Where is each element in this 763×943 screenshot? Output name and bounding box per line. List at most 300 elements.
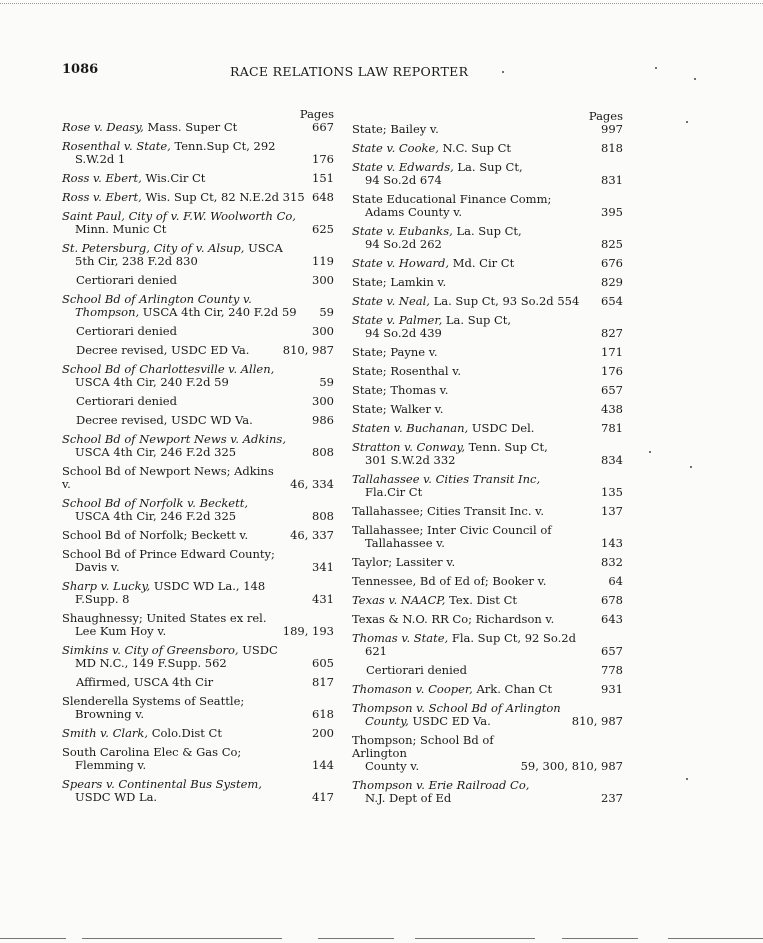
case-name: Rose v. Deasy, <box>62 120 144 134</box>
page-refs: 817 <box>312 675 334 689</box>
entry-line <box>352 631 576 645</box>
entry-text <box>62 548 312 574</box>
citation: USCA 4th Cir, 246 F.2d 325 <box>75 445 237 459</box>
entry-continuation <box>62 446 306 459</box>
page-refs: 667 <box>312 120 334 134</box>
index-entry <box>62 363 334 389</box>
entry-text <box>352 403 601 416</box>
citation: N.C. Sup Ct <box>438 141 512 155</box>
entry-continuation <box>62 657 306 670</box>
citation: Fla.Cir Ct <box>365 485 423 499</box>
running-title: RACE RELATIONS LAW REPORTER <box>230 64 469 79</box>
case-name: State v. Edwards, <box>352 160 454 174</box>
case-name: Staten v. Buchanan, <box>352 421 469 435</box>
index-entry <box>62 414 334 427</box>
index-entry <box>62 210 334 236</box>
citation: School Bd of Norfolk; Beckett v. <box>62 528 249 542</box>
page-refs: 300 <box>312 394 334 408</box>
case-name: Texas v. NAACP, <box>352 593 446 607</box>
entry-text <box>62 778 312 804</box>
index-entry <box>62 242 334 268</box>
case-name: Ross v. Ebert, <box>62 190 142 204</box>
entry-continuation <box>62 223 306 236</box>
scan-speck <box>690 466 692 468</box>
index-entry <box>352 632 623 658</box>
index-entry <box>352 613 623 626</box>
entry-continuation <box>352 792 595 805</box>
citation: Adams County v. <box>365 205 463 219</box>
index-entry <box>352 734 623 773</box>
citation: USDC WD La. <box>75 790 158 804</box>
page-refs: 997 <box>601 122 623 136</box>
entry-text <box>352 193 601 219</box>
index-entry <box>352 556 623 569</box>
index-entry <box>352 702 623 728</box>
citation: Flemming v. <box>75 758 147 772</box>
citation: Ark. Chan Ct <box>472 682 553 696</box>
page-refs: 176 <box>601 364 623 378</box>
entry-text <box>62 644 312 670</box>
entry-text <box>62 140 312 166</box>
entry-text <box>62 363 319 389</box>
entry-text <box>62 695 312 721</box>
entry-line <box>62 547 275 561</box>
index-entry <box>62 465 334 491</box>
index-entry <box>62 191 334 204</box>
page-refs: 831 <box>601 173 623 187</box>
citation: S.W.2d 1 <box>75 152 126 166</box>
entry-line <box>352 523 552 537</box>
index-entry <box>62 695 334 721</box>
page-refs: 781 <box>601 421 623 435</box>
bottom-rule <box>0 938 66 939</box>
entry-continuation <box>62 561 306 574</box>
citation: State; Walker v. <box>352 402 444 416</box>
citation: Mass. Super Ct <box>143 120 238 134</box>
page-refs: 605 <box>312 656 334 670</box>
entry-continuation <box>62 306 313 319</box>
page-refs: 119 <box>312 254 334 268</box>
entry-text <box>352 473 601 499</box>
entry-line <box>352 364 461 378</box>
entry-continuation <box>352 206 595 219</box>
entry-text <box>62 612 283 638</box>
entry-text <box>62 325 312 338</box>
index-entry <box>352 575 623 588</box>
index-entry <box>352 257 623 270</box>
citation: School Bd of Newport News; Adkins v. <box>62 464 274 491</box>
entry-line <box>352 778 529 792</box>
citation: County v. <box>365 759 420 773</box>
index-entry <box>352 346 623 359</box>
entry-text <box>62 274 312 287</box>
case-name: School Bd of Newport News v. Adkins, <box>62 432 286 446</box>
entry-line <box>62 726 222 740</box>
entry-text <box>352 365 601 378</box>
page-refs: 657 <box>601 644 623 658</box>
entry-continuation <box>352 537 595 550</box>
entry-continuation <box>62 759 306 772</box>
index-entry <box>62 676 334 689</box>
citation: Decree revised, USDC WD Va. <box>76 413 253 427</box>
page-refs: 986 <box>312 413 334 427</box>
citation: Fla. Sup Ct, 92 So.2d <box>448 631 576 645</box>
index-entry <box>352 123 623 136</box>
entry-continuation <box>62 593 306 606</box>
page-refs: 64 <box>608 574 623 588</box>
entry-continuation <box>352 238 595 251</box>
page-refs: 135 <box>601 485 623 499</box>
citation: USDC WD La., 148 <box>150 579 266 593</box>
entry-continuation <box>352 715 566 728</box>
page-refs: 778 <box>601 663 623 677</box>
case-name: State v. Cooke, <box>352 141 439 155</box>
entry-continuation <box>62 791 306 804</box>
entry-line <box>366 663 467 677</box>
citation: Lee Kum Hoy v. <box>75 624 167 638</box>
index-entry <box>352 505 623 518</box>
page-refs: 144 <box>312 758 334 772</box>
entry-line <box>352 504 544 518</box>
citation: USCA 4th Cir, 240 F.2d 59 <box>75 375 229 389</box>
entry-continuation <box>62 376 313 389</box>
entry-text <box>352 295 601 308</box>
citation: State Educational Finance Comm; <box>352 192 552 206</box>
case-name: Tallahassee v. Cities Transit Inc, <box>352 472 541 486</box>
entry-line <box>62 464 274 491</box>
case-name: Thompson, <box>75 305 140 319</box>
index-entry <box>352 422 623 435</box>
citation: 94 So.2d 439 <box>365 326 442 340</box>
entry-text <box>352 257 601 270</box>
index-entry <box>352 225 623 251</box>
top-border <box>0 3 763 4</box>
entry-text <box>352 575 608 588</box>
citation: Certiorari denied <box>76 324 177 338</box>
entry-continuation <box>352 327 595 340</box>
entry-text <box>352 142 601 155</box>
page-refs: 395 <box>601 205 623 219</box>
citation: USCA 4th Cir, 246 F.2d 325 <box>75 509 237 523</box>
entry-line <box>352 574 546 588</box>
page-refs: 300 <box>312 324 334 338</box>
index-entry <box>352 664 623 677</box>
entry-text <box>352 161 601 187</box>
bottom-rule <box>82 938 282 939</box>
citation: USDC <box>238 643 278 657</box>
citation: Wis. Sup Ct, 82 N.E.2d 315 <box>141 190 305 204</box>
index-entry <box>352 384 623 397</box>
entry-text <box>352 632 601 658</box>
bottom-rule <box>318 938 394 939</box>
citation: State; Rosenthal v. <box>352 364 462 378</box>
citation: State; Lamkin v. <box>352 275 447 289</box>
entry-text <box>62 580 312 606</box>
entry-line <box>352 440 548 454</box>
entry-line <box>352 294 579 308</box>
citation: 301 S.W.2d 332 <box>365 453 456 467</box>
entry-text <box>62 395 312 408</box>
index-entry <box>352 193 623 219</box>
entry-line <box>62 611 267 625</box>
page-refs: 648 <box>312 190 334 204</box>
entry-text <box>62 529 290 542</box>
index-entry <box>62 644 334 670</box>
case-name: Smith v. Clark, <box>62 726 149 740</box>
entry-text <box>62 172 312 185</box>
citation: USDC ED Va. <box>408 714 491 728</box>
case-name: Simkins v. City of Greensboro, <box>62 643 239 657</box>
entry-text <box>62 242 312 268</box>
entry-line <box>62 694 244 708</box>
entry-text <box>352 123 601 136</box>
case-name: School Bd of Arlington County v. <box>62 292 252 306</box>
case-name: Thomason v. Cooper, <box>352 682 473 696</box>
index-entry <box>352 276 623 289</box>
entry-line <box>352 313 511 327</box>
entry-line <box>76 675 213 689</box>
page-refs: 431 <box>312 592 334 606</box>
entry-text <box>62 676 312 689</box>
scan-speck <box>649 451 651 453</box>
entry-continuation <box>62 153 306 166</box>
entry-line <box>62 190 305 204</box>
index-entry <box>62 727 334 740</box>
index-entry <box>352 524 623 550</box>
case-name: Rosenthal v. State, <box>62 139 171 153</box>
case-name: St. Petersburg, City of v. Alsup, <box>62 241 245 255</box>
citation: F.Supp. 8 <box>75 592 130 606</box>
entry-line <box>62 171 205 185</box>
page-refs: 618 <box>312 707 334 721</box>
case-name: Thomas v. State, <box>352 631 449 645</box>
page-refs: 59 <box>319 305 334 319</box>
citation: South Carolina Elec & Gas Co; <box>62 745 242 759</box>
citation: Tenn. Sup Ct, <box>464 440 548 454</box>
entry-line <box>352 701 561 715</box>
entry-text <box>352 384 601 397</box>
entry-continuation <box>352 174 595 187</box>
entry-text <box>62 191 312 204</box>
entry-line <box>62 139 276 153</box>
page-refs: 832 <box>601 555 623 569</box>
entry-text <box>62 497 312 523</box>
index-entry <box>62 325 334 338</box>
entry-line <box>352 593 517 607</box>
entry-line <box>352 402 443 416</box>
entry-line <box>352 555 455 569</box>
page-refs: 676 <box>601 256 623 270</box>
citation: Thompson; School Bd of Arlington <box>352 733 494 760</box>
scan-speck <box>694 78 696 80</box>
case-name: State v. Palmer, <box>352 313 443 327</box>
entry-line <box>352 345 438 359</box>
entry-line <box>76 324 177 338</box>
index-entry <box>352 142 623 155</box>
case-name: School Bd of Charlottesville v. Allen, <box>62 362 275 376</box>
citation: 94 So.2d 674 <box>365 173 442 187</box>
page-refs: 237 <box>601 791 623 805</box>
index-entry <box>62 746 334 772</box>
citation: State; Payne v. <box>352 345 438 359</box>
entry-text <box>352 734 521 773</box>
page-refs: 59 <box>319 375 334 389</box>
citation: State; Thomas v. <box>352 383 449 397</box>
citation: Tallahassee; Cities Transit Inc. v. <box>352 504 544 518</box>
page-refs: 643 <box>601 612 623 626</box>
entry-text <box>352 683 601 696</box>
entry-line <box>62 643 278 657</box>
citation: Md. Cir Ct <box>449 256 515 270</box>
entry-line <box>352 421 534 435</box>
page-refs: 137 <box>601 504 623 518</box>
citation: Tallahassee; Inter Civic Council of <box>352 523 552 537</box>
entry-line <box>62 120 237 134</box>
entry-line <box>62 362 274 376</box>
citation: State; Bailey v. <box>352 122 439 136</box>
case-name: State v. Howard, <box>352 256 450 270</box>
page-refs: 657 <box>601 383 623 397</box>
entry-line <box>76 413 253 427</box>
entry-line <box>62 777 262 791</box>
citation: Davis v. <box>75 560 120 574</box>
entry-text <box>62 433 312 459</box>
pages-heading: Pages <box>299 107 334 121</box>
citation: 94 So.2d 262 <box>365 237 442 251</box>
index-entry <box>62 529 334 542</box>
page-refs: 829 <box>601 275 623 289</box>
page-refs: 143 <box>601 536 623 550</box>
entry-text <box>62 746 312 772</box>
case-name: School Bd of Norfolk v. Beckett, <box>62 496 248 510</box>
entry-text <box>62 121 312 134</box>
page-refs: 46, 337 <box>290 528 334 542</box>
entry-text <box>352 664 601 677</box>
citation: USDC Del. <box>468 421 535 435</box>
page-refs: 189, 193 <box>282 624 334 638</box>
page-refs: 931 <box>601 682 623 696</box>
scan-speck <box>502 71 504 73</box>
case-name: State v. Eubanks, <box>352 224 453 238</box>
case-name: Ross v. Ebert, <box>62 171 142 185</box>
citation: Shaughnessy; United States ex rel. <box>62 611 267 625</box>
index-entry <box>352 161 623 187</box>
index-entry <box>62 395 334 408</box>
citation: Minn. Munic Ct <box>75 222 167 236</box>
entry-line <box>62 579 265 593</box>
entry-line <box>352 192 551 206</box>
entry-text <box>352 556 601 569</box>
scan-speck <box>686 778 688 780</box>
index-entry <box>62 172 334 185</box>
page-refs: 827 <box>601 326 623 340</box>
citation: Texas & N.O. RR Co; Richardson v. <box>352 612 555 626</box>
citation: Tallahassee v. <box>365 536 445 550</box>
entry-text <box>62 414 312 427</box>
bottom-rule <box>562 938 638 939</box>
index-entry <box>62 121 334 134</box>
page-refs: 300 <box>312 273 334 287</box>
entry-text <box>62 210 312 236</box>
pages-heading: Pages <box>588 109 623 123</box>
case-name: County, <box>365 714 409 728</box>
entry-text <box>62 465 290 491</box>
entry-line <box>352 224 522 238</box>
page-refs: 151 <box>312 171 334 185</box>
index-entry <box>352 594 623 607</box>
entry-line <box>62 292 252 306</box>
entry-continuation <box>62 255 306 268</box>
entry-line <box>62 432 286 446</box>
scan-speck <box>655 67 657 69</box>
page-refs: 808 <box>312 509 334 523</box>
index-entry <box>62 580 334 606</box>
index-entry <box>62 344 334 357</box>
entry-line <box>62 745 241 759</box>
page-refs: 818 <box>601 141 623 155</box>
index-entry <box>352 365 623 378</box>
entry-text <box>352 276 601 289</box>
page-refs: 46, 334 <box>290 477 334 491</box>
case-name: Saint Paul, City of v. F.W. Woolworth Co, <box>62 209 296 223</box>
page-refs: 834 <box>601 453 623 467</box>
case-name: Stratton v. Conway, <box>352 440 465 454</box>
entry-text <box>352 779 601 805</box>
index-entry <box>352 683 623 696</box>
citation: USCA <box>244 241 283 255</box>
index-entry <box>62 497 334 523</box>
citation: La. Sup Ct, <box>452 224 522 238</box>
citation: Tennessee, Bd of Ed of; Booker v. <box>352 574 547 588</box>
entry-text <box>62 727 312 740</box>
entry-continuation <box>352 454 595 467</box>
citation: La. Sup Ct, <box>442 313 512 327</box>
index-entry <box>352 314 623 340</box>
entry-continuation <box>62 510 306 523</box>
case-name: Thompson v. Erie Railroad Co, <box>352 778 530 792</box>
page-refs: 625 <box>312 222 334 236</box>
entry-line <box>352 256 514 270</box>
page-refs: 200 <box>312 726 334 740</box>
entry-text <box>352 594 601 607</box>
page-refs: 825 <box>601 237 623 251</box>
entry-text <box>352 225 601 251</box>
page-refs: 808 <box>312 445 334 459</box>
citation: Certiorari denied <box>76 273 177 287</box>
page-refs: 341 <box>312 560 334 574</box>
page-refs: 810, 987 <box>282 343 334 357</box>
citation: Slenderella Systems of Seattle; <box>62 694 245 708</box>
case-name: State v. Neal, <box>352 294 430 308</box>
page-refs: 417 <box>312 790 334 804</box>
entry-line <box>352 275 446 289</box>
entry-text <box>352 441 601 467</box>
citation: N.J. Dept of Ed <box>365 791 452 805</box>
entry-text <box>62 344 283 357</box>
right-column <box>352 110 623 811</box>
index-entry <box>352 441 623 467</box>
citation: Tex. Dist Ct <box>445 593 518 607</box>
entry-line <box>62 528 248 542</box>
index-entry <box>62 612 334 638</box>
index-entry <box>62 293 334 319</box>
page-refs: 678 <box>601 593 623 607</box>
entry-line <box>62 241 283 255</box>
entry-line <box>352 733 494 760</box>
entry-continuation <box>352 645 595 658</box>
entry-line <box>62 209 296 223</box>
entry-text <box>352 702 572 728</box>
